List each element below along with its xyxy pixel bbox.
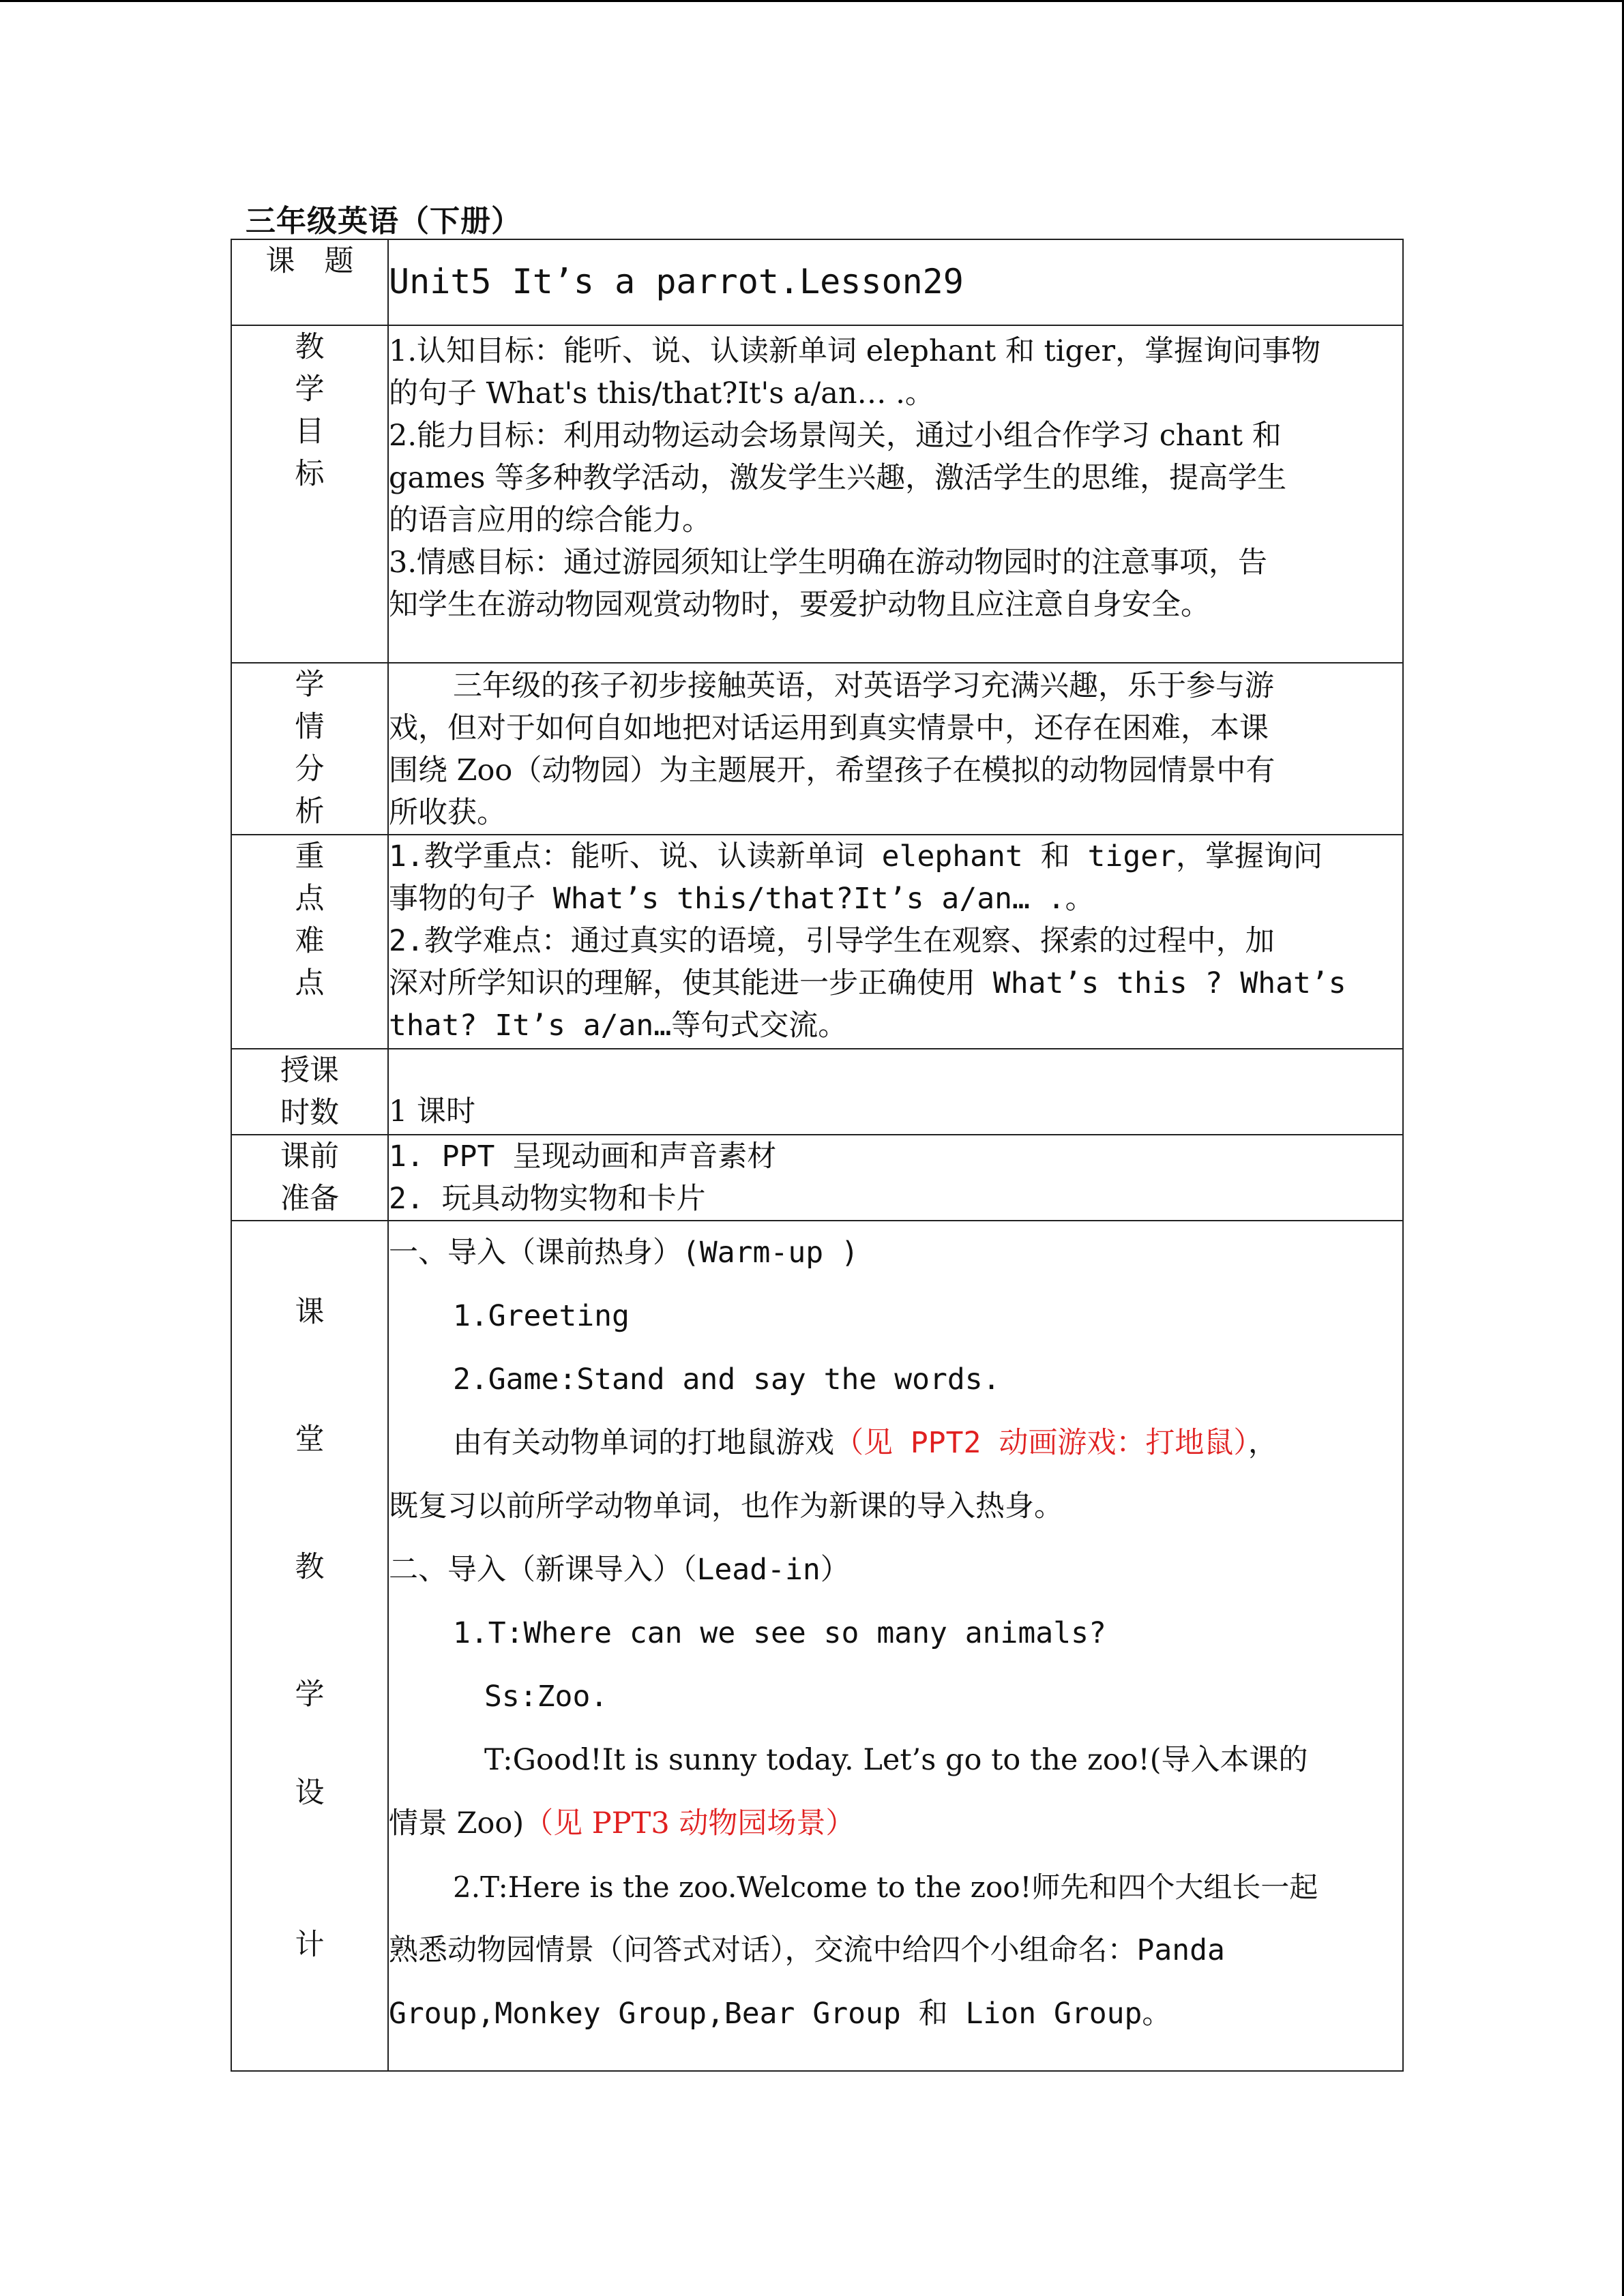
hours-value: 1 课时 [389,1094,476,1129]
warmup-heading: 一、导入（课前热身）(Warm-up ) [389,1236,859,1270]
preparation-content [388,1135,1403,1221]
analysis-content: 三年级的孩子初步接触英语，对英语学习充满兴趣，乐于参与游 戏，但对于如何自如地把对话运用到真实情景中，还存在困难，本课 围绕 Zoo（动物园）为主题展开，希望孩子在模拟的动物园情景中有 所收获。 [388,663,1403,835]
page-top-border [0,0,1624,2]
row-hours [231,1049,1403,1135]
label-preparation: 课前 准备 [231,1135,388,1221]
prep-item: 2. 玩具动物实物和卡片 [389,1182,706,1216]
design-content: 一、导入（课前热身）(Warm-up ) 1.Greeting 2.Game:Stand and say the words. 由有关动物单词的打地鼠游戏（见 PPT2 动画游戏：打地鼠）， 既复习以前所学动物单词，也作为新课的导入热身。 二、导入（新课导入）（Lead-in） 1.T:Where can we see so many animals? Ss:Zoo. T:Good!It is sunny today. Let’s go to the zoo!(导入本课的 情景 Zoo)（见 PPT3 动物园场景） 2.T:Here is the zoo.Welcome to the zoo!师先和四个大组长一起 熟悉动物园情景（问答式对话），交流中给四个小组命名：Panda Group,Monkey Group,Bear Group 和 Lion Group。 [388,1221,1403,2071]
leadin-heading: 二、导入（新课导入）（Lead-in） [389,1553,850,1587]
label-topic: 课 题 [231,239,388,325]
prep-item: 1. PPT 呈现动画和声音素材 [389,1139,777,1174]
label-analysis: 学 情 分 析 [231,663,388,835]
row-key-points [231,835,1403,1049]
lesson-plan-table [231,239,1404,2072]
ppt-note: （见 PPT2 动画游戏：打地鼠） [834,1426,1248,1460]
label-design: 课 堂 教 学 设 计 [231,1221,388,2071]
label-objectives: 教 学 目 标 [231,325,388,663]
label-key-points: 重 点 难 点 [231,835,388,1049]
lesson-title: Unit5 It’s a parrot.Lesson29 [389,262,964,301]
objectives-content: 1.认知目标：能听、说、认读新单词 elephant 和 tiger，掌握询问事物 的句子 What's this/that?It's a/an… .。 2.能力目标：利用动物运动会场景闯关，通过小组合作学习 chant 和 games 等多种教学活动，激发学生兴趣，激活学生的思维，提高学生 的语言应用的综合能力。 3.情感目标：通过游园须知让学生明确在游动物园时的注意事项，告 知学生在游动物园观赏动物时，要爱护动物且应注意自身安全。 [388,325,1403,663]
row-objectives [231,325,1403,663]
label-hours: 授课 时数 [231,1049,388,1135]
document-title: 三年级英语（下册） [246,204,522,239]
row-topic [231,239,1403,325]
row-design [231,1221,1403,2071]
row-preparation [231,1135,1403,1221]
ppt-note: （见 PPT3 动物园场景） [524,1806,855,1840]
row-analysis [231,663,1403,835]
key-points-content: 1.教学重点：能听、说、认读新单词 elephant 和 tiger，掌握询问 事物的句子 What’s this/that?It’s a/an… .。 2.教学难点：通过真实的语境，引导学生在观察、探索的过程中，加 深对所学知识的理解，使其能进一步正确使用 What’s this ? What’s that? It’s a/an…等句式交流。 [388,835,1403,1049]
